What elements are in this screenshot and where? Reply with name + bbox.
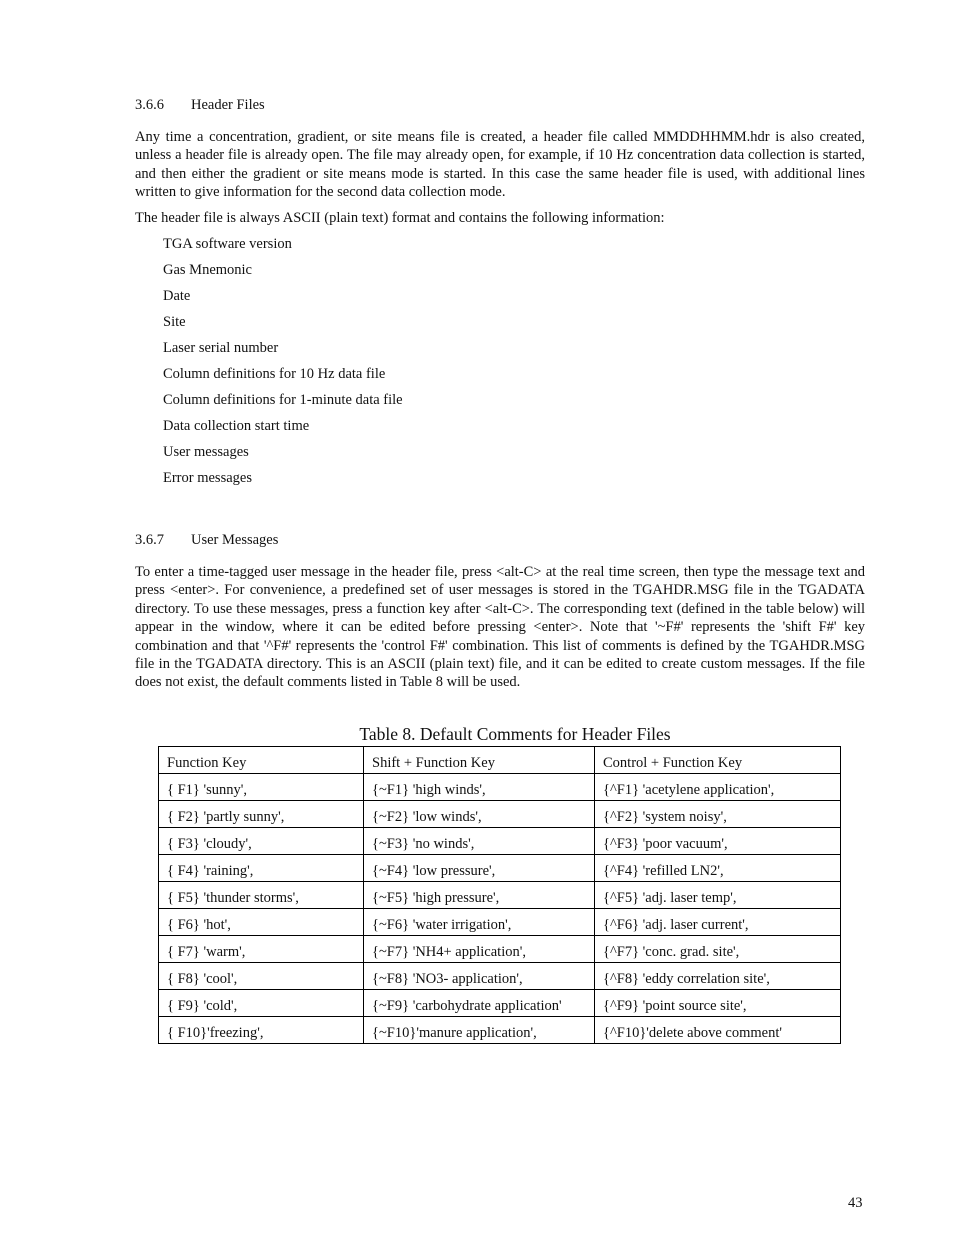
table-cell: {~F10}'manure application', [364, 1017, 595, 1044]
list-item: User messages [163, 444, 249, 460]
default-comments-table [158, 746, 841, 1044]
table-row [159, 990, 841, 1017]
table-cell: { F8} 'cool', [159, 963, 364, 990]
table-cell: {~F2} 'low winds', [364, 801, 595, 828]
section-number: 3.6.6 [135, 97, 164, 113]
table-cell: { F10}'freezing', [159, 1017, 364, 1044]
table-row [159, 774, 841, 801]
table-cell: { F5} 'thunder storms', [159, 882, 364, 909]
list-item: Laser serial number [163, 340, 279, 356]
table-cell: { F9} 'cold', [159, 990, 364, 1017]
list-item: Data collection start time [163, 418, 310, 434]
table-cell: {^F3} 'poor vacuum', [595, 828, 841, 855]
table-cell: {^F2} 'system noisy', [595, 801, 841, 828]
table-caption: Table 8. Default Comments for Header Files [359, 724, 671, 744]
page-number: 43 [848, 1195, 863, 1211]
table-row [159, 909, 841, 936]
table-cell: {^F5} 'adj. laser temp', [595, 882, 841, 909]
table-cell: {~F4} 'low pressure', [364, 855, 595, 882]
section-number: 3.6.7 [135, 532, 164, 548]
table-row [159, 936, 841, 963]
section-title: Header Files [191, 97, 265, 113]
table-cell: {^F8} 'eddy correlation site', [595, 963, 841, 990]
section-heading-user-messages [135, 532, 278, 549]
table-cell: { F4} 'raining', [159, 855, 364, 882]
table-cell: {^F1} 'acetylene application', [595, 774, 841, 801]
list-item: Error messages [163, 470, 252, 486]
header-files-paragraph: Any time a concentration, gradient, or site means file is created, a header file called MMDDHHMM.hdr is also created, unless a header file is already open. The file may already open, for example, if 10 Hz concentration data collection is started, and then either the gradient or site means mode is started. In this case the same header file is used, with additional lines written to give information for the second data collection mode. [135, 129, 865, 201]
list-item: Date [163, 288, 191, 304]
table-cell: { F1} 'sunny', [159, 774, 364, 801]
table-cell: {^F10}'delete above comment' [595, 1017, 841, 1044]
table-cell: {~F3} 'no winds', [364, 828, 595, 855]
header-files-intro: The header file is always ASCII (plain text) format and contains the following information: [135, 210, 665, 226]
table-header-row [159, 747, 841, 774]
table-cell: {~F7} 'NH4+ application', [364, 936, 595, 963]
table-cell: {~F6} 'water irrigation', [364, 909, 595, 936]
table-cell: {~F5} 'high pressure', [364, 882, 595, 909]
table-cell: { F7} 'warm', [159, 936, 364, 963]
table-row [159, 828, 841, 855]
table-cell: { F3} 'cloudy', [159, 828, 364, 855]
list-item: Site [163, 314, 186, 330]
section-title: User Messages [191, 532, 279, 548]
table-cell: {^F6} 'adj. laser current', [595, 909, 841, 936]
table-cell: { F6} 'hot', [159, 909, 364, 936]
list-item: Column definitions for 10 Hz data file [163, 366, 386, 382]
table-cell: {~F8} 'NO3- application', [364, 963, 595, 990]
user-messages-paragraph: To enter a time-tagged user message in the header file, press <alt-C> at the real time screen, then type the message text and press <enter>. For convenience, a predefined set of user messages is stored in the TGAHDR.MSG file in the TGADATA directory. To use these messages, press a function key after <alt-C>. The corresponding text (defined in the table below) will appear in the window, where it can be edited before pressing <enter>. Note that '~F#' represents the 'shift F#' key combination and that '^F#' represents the 'control F#' combination. This list of comments is defined by the TGAHDR.MSG file in the TGADATA directory. This is an ASCII (plain text) file, and it can be edited to create custom messages. If the file does not exist, the default comments listed in Table 8 will be used. [135, 564, 865, 691]
list-item: Gas Mnemonic [163, 262, 252, 278]
column-header: Control + Function Key [595, 747, 841, 774]
table-cell: {^F9} 'point source site', [595, 990, 841, 1017]
table-cell: { F2} 'partly sunny', [159, 801, 364, 828]
table-row [159, 1017, 841, 1044]
column-header: Function Key [159, 747, 364, 774]
table-cell: {^F7} 'conc. grad. site', [595, 936, 841, 963]
table-cell: {^F4} 'refilled LN2', [595, 855, 841, 882]
table-row [159, 801, 841, 828]
table-row [159, 963, 841, 990]
table-cell: {~F1} 'high winds', [364, 774, 595, 801]
table-row [159, 882, 841, 909]
list-item: Column definitions for 1-minute data file [163, 392, 403, 408]
table-cell: {~F9} 'carbohydrate application' [364, 990, 595, 1017]
table-row [159, 855, 841, 882]
section-heading-header-files [135, 97, 265, 114]
list-item: TGA software version [163, 236, 292, 252]
header-contents-list [163, 235, 403, 495]
column-header: Shift + Function Key [364, 747, 595, 774]
